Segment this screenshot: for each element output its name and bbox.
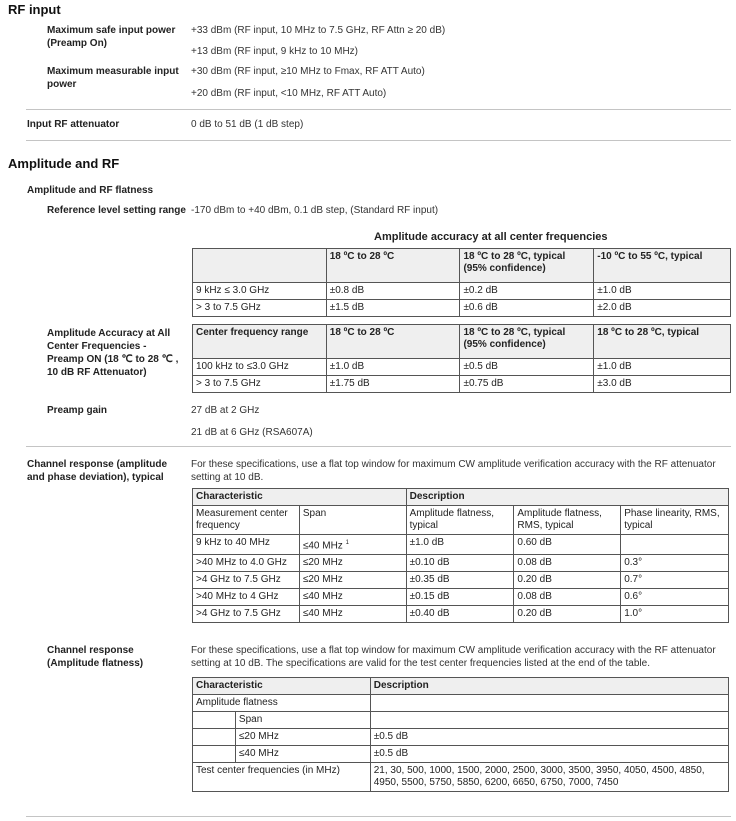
table-row (193, 589, 729, 606)
table-cell: Span (235, 712, 370, 729)
table-header-cell: Description (406, 489, 728, 506)
table-cell (370, 695, 728, 712)
divider (26, 109, 731, 110)
table-row (193, 763, 729, 792)
table-cell: Measurement center frequency (193, 506, 300, 535)
table-header-cell: 18 ºC to 28 ºC, typical (95% confidence) (460, 249, 594, 283)
table-row (193, 535, 729, 555)
table-cell: 0.3° (621, 555, 729, 572)
channel-flatness-table (192, 677, 729, 792)
table-cell: ±0.35 dB (406, 572, 514, 589)
attenuator-value: 0 dB to 51 dB (1 dB step) (191, 119, 304, 130)
attenuator-label: Input RF attenuator (27, 119, 120, 130)
table-cell: ±0.75 dB (460, 376, 594, 393)
safe-power-value-1: +33 dBm (RF input, 10 MHz to 7.5 GHz, RF Attn ≥ 20 dB) (191, 25, 446, 36)
table-cell: ±1.0 dB (326, 359, 460, 376)
table-cell (193, 746, 236, 763)
table-cell: Span (299, 506, 406, 535)
cell-text: ≤40 MHz (302, 540, 343, 552)
table-cell (621, 535, 729, 555)
divider (26, 816, 731, 817)
table-row (193, 695, 729, 712)
table-cell: Amplitude flatness, RMS, typical (514, 506, 621, 535)
table-header-row (193, 678, 729, 695)
table-row (193, 300, 731, 317)
table-cell: ±0.5 dB (370, 746, 728, 763)
table-cell: 0.08 dB (514, 555, 621, 572)
table-cell: ±1.0 dB (594, 359, 731, 376)
table-row (193, 729, 729, 746)
table-cell: 9 kHz to 40 MHz (193, 535, 300, 555)
table-header-row (193, 325, 731, 359)
table-cell: >40 MHz to 4.0 GHz (193, 555, 300, 572)
table-cell: ±0.8 dB (326, 283, 460, 300)
preamp-accuracy-table (192, 324, 731, 393)
preamp-gain-value-1: 27 dB at 2 GHz (191, 405, 260, 416)
table-cell: > 3 to 7.5 GHz (193, 376, 327, 393)
table-header-cell: Characteristic (193, 489, 407, 506)
table-header-cell: -10 ºC to 55 ºC, typical (594, 249, 731, 283)
table-cell: ≤40 MHz (235, 746, 370, 763)
accuracy-table (192, 248, 731, 317)
table-cell: ≤40 MHz (299, 589, 406, 606)
table-cell: ±0.10 dB (406, 555, 514, 572)
measurable-power-value-1: +30 dBm (RF input, ≥10 MHz to Fmax, RF ATT Auto) (191, 66, 425, 77)
table-cell (299, 535, 406, 555)
table-cell: ±1.0 dB (406, 535, 514, 555)
table-cell: 0.20 dB (514, 572, 621, 589)
table-cell: ±1.75 dB (326, 376, 460, 393)
table-header-cell: Characteristic (193, 678, 371, 695)
table-header-cell: 18 ºC to 28 ºC (326, 249, 460, 283)
section-title-rf-input: RF input (8, 2, 61, 17)
divider (26, 140, 731, 141)
table-cell: ±3.0 dB (594, 376, 731, 393)
preamp-gain-value-2: 21 dB at 6 GHz (RSA607A) (191, 427, 313, 438)
table-row (193, 572, 729, 589)
table-cell: >4 GHz to 7.5 GHz (193, 606, 300, 623)
table-cell: >4 GHz to 7.5 GHz (193, 572, 300, 589)
channel-response-table (192, 488, 729, 623)
table-subheader-row (193, 506, 729, 535)
table-cell: 0.60 dB (514, 535, 621, 555)
table-cell: ≤20 MHz (235, 729, 370, 746)
channel-flatness-label: Channel response (Amplitude flatness) (47, 645, 144, 669)
table-cell: ±1.0 dB (594, 283, 731, 300)
safe-power-label: Maximum safe input power (Preamp On) (47, 25, 176, 49)
table-header-cell: Center frequency range (193, 325, 327, 359)
table-cell: 0.7° (621, 572, 729, 589)
measurable-power-value-2: +20 dBm (RF input, <10 MHz, RF ATT Auto) (191, 88, 387, 99)
table-cell: ±0.40 dB (406, 606, 514, 623)
measurable-power-label: Maximum measurable input power (47, 66, 179, 90)
table-cell: ±0.15 dB (406, 589, 514, 606)
table-cell: ±2.0 dB (594, 300, 731, 317)
table-cell: ±0.5 dB (460, 359, 594, 376)
table-cell: ≤20 MHz (299, 555, 406, 572)
table-cell: 21, 30, 500, 1000, 1500, 2000, 2500, 3000, 3500, 3950, 4050, 4500, 4850, 4950, 5500, 5750, 5850, 6200, 6650, 6750, 7000, 7450 (370, 763, 728, 792)
footnote-marker[interactable]: 1 (345, 540, 349, 546)
table-row (193, 376, 731, 393)
divider (26, 446, 731, 447)
preamp-gain-label: Preamp gain (47, 405, 108, 416)
safe-power-value-2: +13 dBm (RF input, 9 kHz to 10 MHz) (191, 46, 359, 57)
table-row (193, 712, 729, 729)
channel-response-intro: For these specifications, use a flat top window for maximum CW amplitude verification accuracy with the RF attenuator setting at 10 dB. (191, 459, 716, 483)
channel-flatness-intro: For these specifications, use a flat top window for maximum CW amplitude verification accuracy with the RF attenuator setting at 10 dB. The specifications are valid for the test center frequencies listed at the end of the table. (191, 645, 716, 669)
table-cell: ±0.2 dB (460, 283, 594, 300)
table-header-row (193, 249, 731, 283)
accuracy-table-title: Amplitude accuracy at all center frequencies (374, 231, 608, 243)
table-cell: 9 kHz ≤ 3.0 GHz (193, 283, 327, 300)
table-cell: Amplitude flatness, typical (406, 506, 514, 535)
flatness-subtitle: Amplitude and RF flatness (27, 185, 154, 196)
table-row (193, 746, 729, 763)
table-row (193, 359, 731, 376)
table-row (193, 606, 729, 623)
section-title-amplitude-rf: Amplitude and RF (8, 156, 120, 171)
table-row (193, 555, 729, 572)
table-cell: ±1.5 dB (326, 300, 460, 317)
table-cell: ±0.6 dB (460, 300, 594, 317)
ref-level-label: Reference level setting range (47, 205, 186, 216)
table-cell: >40 MHz to 4 GHz (193, 589, 300, 606)
table-cell: ≤20 MHz (299, 572, 406, 589)
table-cell: ≤40 MHz (299, 606, 406, 623)
table-cell: 0.08 dB (514, 589, 621, 606)
preamp-accuracy-label: Amplitude Accuracy at All Center Frequencies - Preamp ON (18 ℃ to 28 ℃ , 10 dB RF Attenuator) (47, 328, 179, 378)
table-header-cell: Description (370, 678, 728, 695)
table-cell (370, 712, 728, 729)
table-cell (193, 712, 236, 729)
table-cell: Test center frequencies (in MHz) (193, 763, 371, 792)
table-cell: 100 kHz to ≤3.0 GHz (193, 359, 327, 376)
table-header-cell: 18 ºC to 28 ºC, typical (95% confidence) (460, 325, 594, 359)
table-cell: 0.20 dB (514, 606, 621, 623)
table-cell: 0.6° (621, 589, 729, 606)
table-cell: Phase linearity, RMS, typical (621, 506, 729, 535)
ref-level-value: -170 dBm to +40 dBm, 0.1 dB step, (Standard RF input) (191, 205, 439, 216)
table-header-row (193, 489, 729, 506)
table-row (193, 283, 731, 300)
table-header-cell (193, 249, 327, 283)
table-cell: ±0.5 dB (370, 729, 728, 746)
table-cell: Amplitude flatness (193, 695, 371, 712)
channel-response-label: Channel response (amplitude and phase deviation), typical (27, 459, 168, 483)
table-cell: > 3 to 7.5 GHz (193, 300, 327, 317)
table-cell (193, 729, 236, 746)
table-cell: 1.0° (621, 606, 729, 623)
table-header-cell: 18 ºC to 28 ºC, typical (594, 325, 731, 359)
table-header-cell: 18 ºC to 28 ºC (326, 325, 460, 359)
